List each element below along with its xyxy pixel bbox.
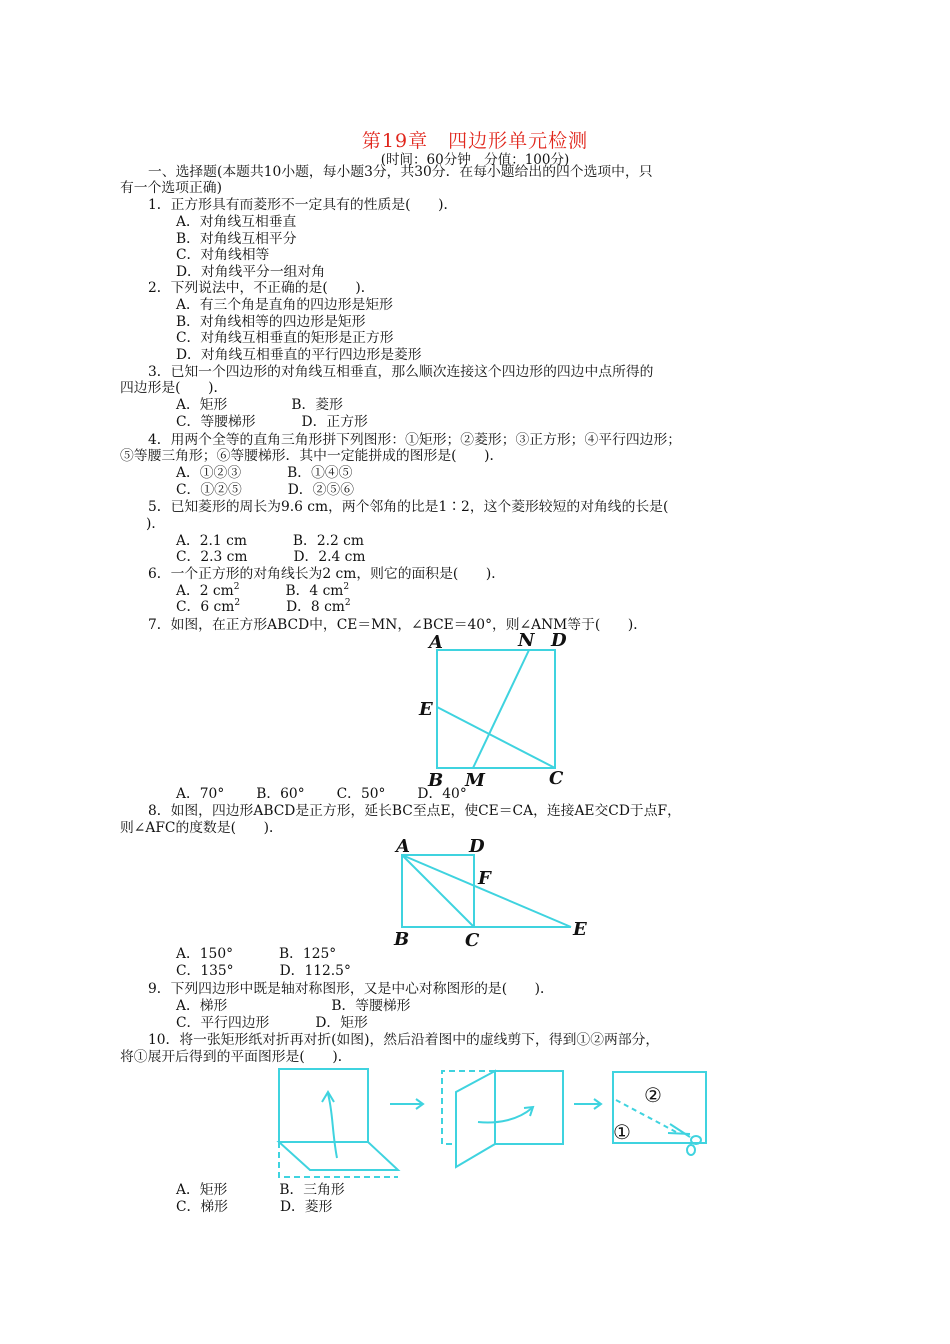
q3-row2 bbox=[176, 414, 368, 430]
paper-folded-left bbox=[456, 1071, 495, 1167]
q9-option-b: B．等腰梯形 bbox=[331, 998, 411, 1014]
q10-stem-cont: 将①展开后得到的平面图形是( )． bbox=[120, 1049, 352, 1065]
q8-option-c: C．135° bbox=[176, 963, 234, 979]
label-e: E bbox=[573, 919, 587, 940]
q10-stem: 10．将一张矩形纸对折再对折(如图)，然后沿着图中的虚线剪下，得到①②两部分， bbox=[148, 1032, 660, 1048]
q2-option-d: D．对角线互相垂直的平行四边形是菱形 bbox=[176, 347, 422, 363]
q7-figure bbox=[410, 628, 580, 790]
q2-option-b: B．对角线相等的四边形是矩形 bbox=[176, 314, 366, 330]
label-f: F bbox=[478, 868, 491, 889]
q10-figure bbox=[270, 1062, 720, 1187]
section-heading: 一、选择题(本题共10小题，每小题3分，共30分．在每小题给出的四个选项中，只 bbox=[148, 164, 653, 180]
q4-row1 bbox=[176, 465, 352, 481]
page-subtitle: (时间：60分钟 分值：100分) bbox=[380, 152, 570, 168]
q8-stem: 8．如图，四边形ABCD是正方形，延长BC至点E，使CE＝CA，连接AE交CD于点F， bbox=[148, 803, 681, 819]
section-heading-cont: 有一个选项正确) bbox=[120, 180, 222, 196]
q1-option-a: A．对角线互相垂直 bbox=[176, 214, 297, 230]
q5-option-b: B．2.2 cm bbox=[292, 533, 364, 549]
segment-ae bbox=[402, 855, 571, 927]
q8-option-b: B．125° bbox=[279, 946, 337, 962]
q10-row2 bbox=[176, 1199, 332, 1215]
q2-option-a: A．有三个角是直角的四边形是矩形 bbox=[176, 297, 393, 313]
q7-option-b: B．60° bbox=[256, 786, 305, 802]
q10-option-a: A．矩形 bbox=[176, 1182, 228, 1198]
q4-stem-cont: ⑤等腰三角形；⑥等腰梯形．其中一定能拼成的图形是( )． bbox=[120, 448, 504, 464]
label-n: N bbox=[518, 630, 535, 651]
q6-option-c: C．6 cm bbox=[176, 599, 235, 615]
q8-option-d: D．112.5° bbox=[279, 963, 351, 979]
q5-option-c: C．2.3 cm bbox=[176, 549, 248, 565]
q3-row1 bbox=[176, 397, 343, 413]
q5-option-d: D．2.4 cm bbox=[293, 549, 366, 565]
q8-option-a: A．150° bbox=[176, 946, 233, 962]
segment-ce bbox=[437, 707, 555, 768]
label-e: E bbox=[419, 699, 433, 720]
q9-option-a: A．梯形 bbox=[176, 998, 228, 1014]
q8-figure bbox=[390, 832, 600, 950]
q5-stem: 5．已知菱形的周长为9.6 cm，两个邻角的比是1∶2，这个菱形较短的对角线的长是( bbox=[148, 499, 669, 515]
q4-stem: 4．用两个全等的直角三角形拼下列图形：①矩形；②菱形；③正方形；④平行四边形； bbox=[148, 432, 682, 448]
label-c: C bbox=[549, 768, 564, 789]
q2-option-c: C．对角线互相垂直的矩形是正方形 bbox=[176, 330, 394, 346]
q4-option-b: B．①④⑤ bbox=[287, 465, 353, 481]
q6-option-d: D．8 cm bbox=[286, 599, 345, 615]
q8-row2 bbox=[176, 963, 351, 979]
q8-row1 bbox=[176, 946, 336, 962]
q10-row1 bbox=[176, 1182, 345, 1198]
dashed-left-half bbox=[442, 1071, 495, 1144]
q7-option-c: C．50° bbox=[336, 786, 386, 802]
q6-option-a: A．2 cm bbox=[176, 583, 234, 599]
paper-folding-flap bbox=[279, 1142, 398, 1170]
q3-option-a: A．矩形 bbox=[176, 397, 228, 413]
q6-option-b: B．4 cm bbox=[285, 583, 344, 599]
superscript: 2 bbox=[234, 598, 241, 608]
q1-option-d: D．对角线平分一组对角 bbox=[176, 264, 326, 280]
q10-option-c: C．梯形 bbox=[176, 1199, 228, 1215]
scissors-blade-2 bbox=[668, 1133, 690, 1134]
q4-row2 bbox=[176, 482, 354, 498]
label-a: A bbox=[396, 836, 410, 857]
q4-option-d: D．②⑤⑥ bbox=[287, 482, 354, 498]
q3-stem-cont: 四边形是( )． bbox=[120, 380, 228, 396]
label-d: D bbox=[469, 836, 485, 857]
q6-row2 bbox=[176, 599, 351, 615]
paper-top-half bbox=[279, 1069, 368, 1142]
q7-option-d: D．40° bbox=[417, 786, 467, 802]
fold-arrow-2 bbox=[478, 1108, 532, 1122]
q3-option-d: D．正方形 bbox=[301, 414, 368, 430]
q1-stem: 1．正方形具有而菱形不一定具有的性质是( )． bbox=[148, 197, 458, 213]
dashed-bottom-edge bbox=[279, 1142, 398, 1177]
fold-arrow-1 bbox=[328, 1094, 337, 1158]
q4-option-a: A．①②③ bbox=[176, 465, 242, 481]
q10-option-b: B．三角形 bbox=[279, 1182, 345, 1198]
q9-row2 bbox=[176, 1015, 368, 1031]
q6-stem: 6．一个正方形的对角线长为2 cm，则它的面积是( )． bbox=[148, 566, 506, 582]
q6-row1 bbox=[176, 583, 349, 599]
superscript: 2 bbox=[233, 582, 240, 592]
q8-stem-cont: 则∠AFC的度数是( )． bbox=[120, 820, 283, 836]
square-abcd bbox=[437, 650, 555, 768]
q5-row2 bbox=[176, 549, 366, 565]
label-d: D bbox=[551, 630, 567, 651]
part-one-label: ① bbox=[613, 1120, 631, 1144]
q4-option-c: C．①②⑤ bbox=[176, 482, 242, 498]
q9-row1 bbox=[176, 998, 410, 1014]
q5-option-a: A．2.1 cm bbox=[176, 533, 247, 549]
diagonal-ac bbox=[402, 855, 474, 927]
q7-options bbox=[176, 786, 467, 802]
superscript: 2 bbox=[343, 582, 350, 592]
q9-option-c: C．平行四边形 bbox=[176, 1015, 270, 1031]
label-b: B bbox=[394, 929, 410, 950]
q1-option-c: C．对角线相等 bbox=[176, 247, 270, 263]
part-two-label: ② bbox=[644, 1083, 662, 1107]
label-b: B bbox=[428, 770, 444, 790]
label-c: C bbox=[465, 930, 480, 950]
label-a: A bbox=[429, 632, 443, 653]
q1-option-b: B．对角线互相平分 bbox=[176, 231, 297, 247]
q3-option-b: B．菱形 bbox=[291, 397, 343, 413]
q2-stem: 2．下列说法中，不正确的是( )． bbox=[148, 280, 375, 296]
q3-option-c: C．等腰梯形 bbox=[176, 414, 256, 430]
q9-option-d: D．矩形 bbox=[315, 1015, 368, 1031]
q10-option-d: D．菱形 bbox=[279, 1199, 333, 1215]
q9-stem: 9．下列四边形中既是轴对称图形，又是中心对称图形的是( )． bbox=[148, 981, 554, 997]
q7-stem: 7．如图，在正方形ABCD中，CE＝MN，∠BCE＝40°，则∠ANM等于( )． bbox=[148, 617, 648, 633]
q3-stem: 3．已知一个四边形的对角线互相垂直，那么顺次连接这个四边形的四边中点所得的 bbox=[148, 364, 654, 380]
page-title: 第19章 四边形单元检测 bbox=[361, 130, 589, 152]
superscript: 2 bbox=[344, 598, 351, 608]
q5-stem-cont: )． bbox=[146, 516, 166, 532]
scissors-handle-2 bbox=[687, 1145, 695, 1155]
q5-row1 bbox=[176, 533, 364, 549]
label-m: M bbox=[465, 770, 485, 790]
q7-option-a: A．70° bbox=[176, 786, 225, 802]
